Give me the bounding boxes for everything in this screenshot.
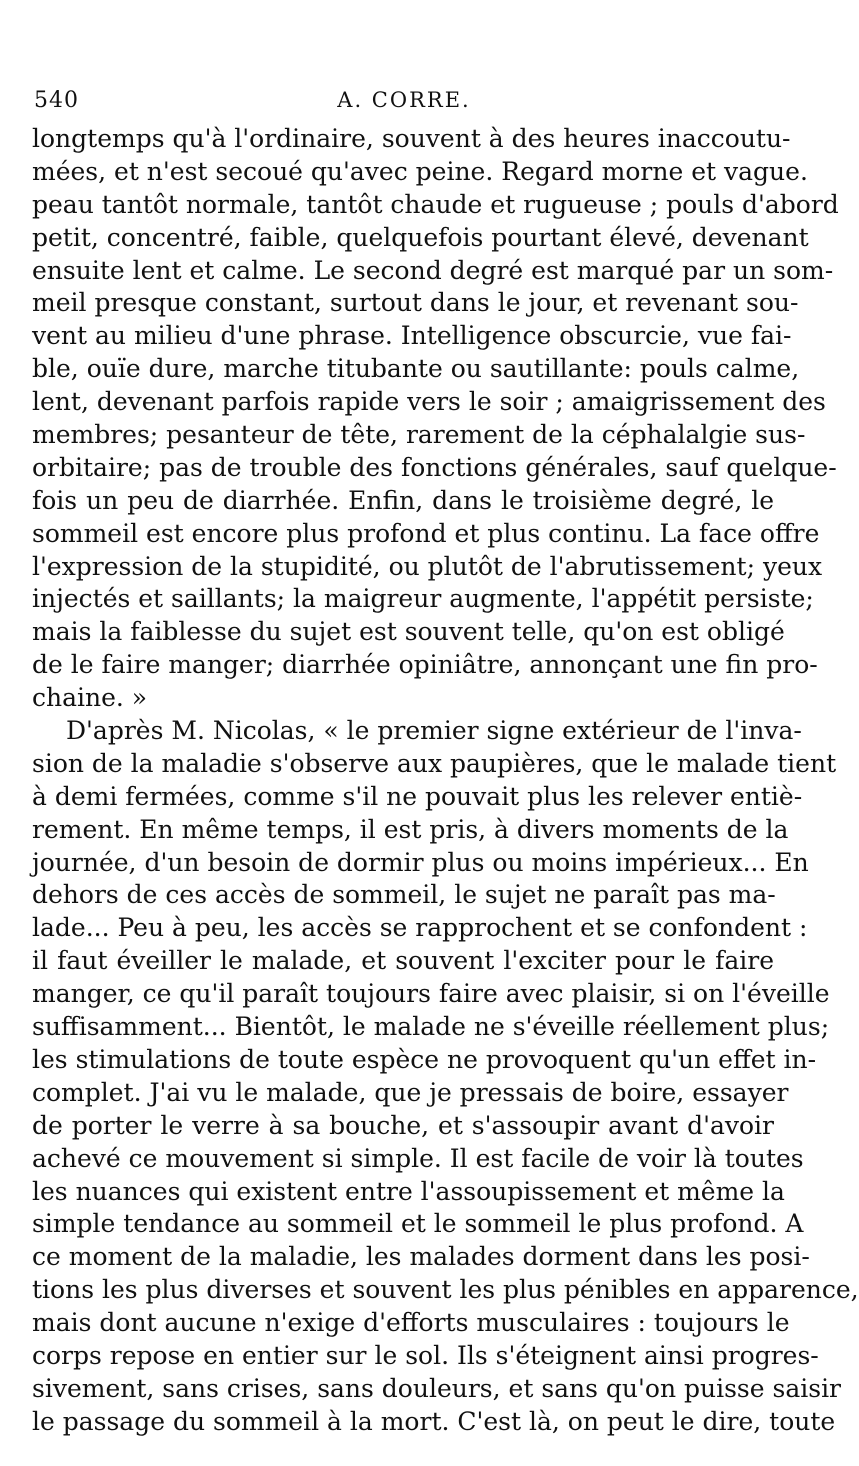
text-line: manger, ce qu'il paraît toujours faire avec plaisir, si on l'éveille [32, 979, 830, 1009]
running-title: A. CORRE. [337, 88, 471, 112]
text-line: petit, concentré, faible, quelquefois pourtant élevé, devenant [32, 222, 809, 252]
text-line: vent au milieu d'une phrase. Intelligence obscurcie, vue fai- [32, 321, 792, 351]
text-line: longtemps qu'à l'ordinaire, souvent à des heures inaccoutu- [32, 124, 791, 153]
text-line: rement. En même temps, il est pris, à divers moments de la [32, 814, 789, 844]
text-line: suffisamment... Bientôt, le malade ne s'éveille réellement plus; [32, 1012, 830, 1042]
text-line: de le faire manger; diarrhée opiniâtre, annonçant une fin pro- [32, 650, 818, 680]
text-line: mées, et n'est secoué qu'avec peine. Regard morne et vague. [32, 156, 808, 186]
text-line: de porter le verre à sa bouche, et s'assoupir avant d'avoir [32, 1110, 774, 1140]
text-line: ble, ouïe dure, marche titubante ou sautillante: pouls calme, [32, 354, 800, 384]
text-line: complet. J'ai vu le malade, que je pressais de boire, essayer [32, 1077, 789, 1107]
text-line: journée, d'un besoin de dormir plus ou moins impérieux... En [32, 847, 809, 877]
text-line: orbitaire; pas de trouble des fonctions générales, sauf quelque- [32, 452, 837, 482]
text-line: membres; pesanteur de tête, rarement de la céphalalgie sus- [32, 420, 806, 450]
text-line: corps repose en entier sur le sol. Ils s'éteignent ainsi progres- [32, 1340, 819, 1370]
page-number: 540 [34, 88, 79, 113]
text-line: ce moment de la maladie, les malades dorment dans les posi- [32, 1242, 810, 1272]
text-line: fois un peu de diarrhée. Enfin, dans le troisième degré, le [32, 485, 774, 515]
text-line: ensuite lent et calme. Le second degré est marqué par un som- [32, 255, 834, 285]
text-line: sommeil est encore plus profond et plus continu. La face offre [32, 518, 820, 548]
text-line: dehors de ces accès de sommeil, le sujet ne paraît pas ma- [32, 880, 776, 910]
text-line: l'expression de la stupidité, ou plutôt de l'abrutissement; yeux [32, 551, 823, 581]
text-line: le passage du sommeil à la mort. C'est là, on peut le dire, toute [32, 1406, 836, 1436]
text-line: sivement, sans crises, sans douleurs, et sans qu'on puisse saisir [32, 1373, 842, 1403]
text-line: sion de la maladie s'observe aux paupières, que le malade tient [32, 748, 837, 778]
text-line: lent, devenant parfois rapide vers le soir ; amaigrissement des [32, 387, 826, 417]
text-line: à demi fermées, comme s'il ne pouvait plus les relever entiè- [32, 781, 803, 811]
running-head [34, 88, 774, 116]
text-line: les nuances qui existent entre l'assoupissement et même la [32, 1176, 785, 1206]
text-line: injectés et saillants; la maigreur augmente, l'appétit persiste; [32, 584, 814, 614]
text-line: il faut éveiller le malade, et souvent l'exciter pour le faire [32, 946, 774, 976]
text-line: lade... Peu à peu, les accès se rapprochent et se confondent : [32, 913, 808, 943]
text-line: mais la faiblesse du sujet est souvent telle, qu'on est obligé [32, 617, 785, 647]
text-line: simple tendance au sommeil et le sommeil le plus profond. A [32, 1209, 804, 1239]
text-line: achevé ce mouvement si simple. Il est facile de voir là toutes [32, 1143, 804, 1173]
paragraph-end-line: chaine. » [32, 683, 148, 713]
paragraph-start-line: D'après M. Nicolas, « le premier signe extérieur de l'inva- [66, 716, 802, 746]
text-line: les stimulations de toute espèce ne provoquent qu'un effet in- [32, 1044, 817, 1074]
text-line: peau tantôt normale, tantôt chaude et rugueuse ; pouls d'abord [32, 189, 839, 219]
text-line: tions les plus diverses et souvent les plus pénibles en apparence, [32, 1275, 859, 1305]
body-text [32, 123, 859, 1439]
text-line: meil presque constant, surtout dans le jour, et revenant sou- [32, 288, 799, 318]
text-line: mais dont aucune n'exige d'efforts musculaires : toujours le [32, 1308, 790, 1338]
